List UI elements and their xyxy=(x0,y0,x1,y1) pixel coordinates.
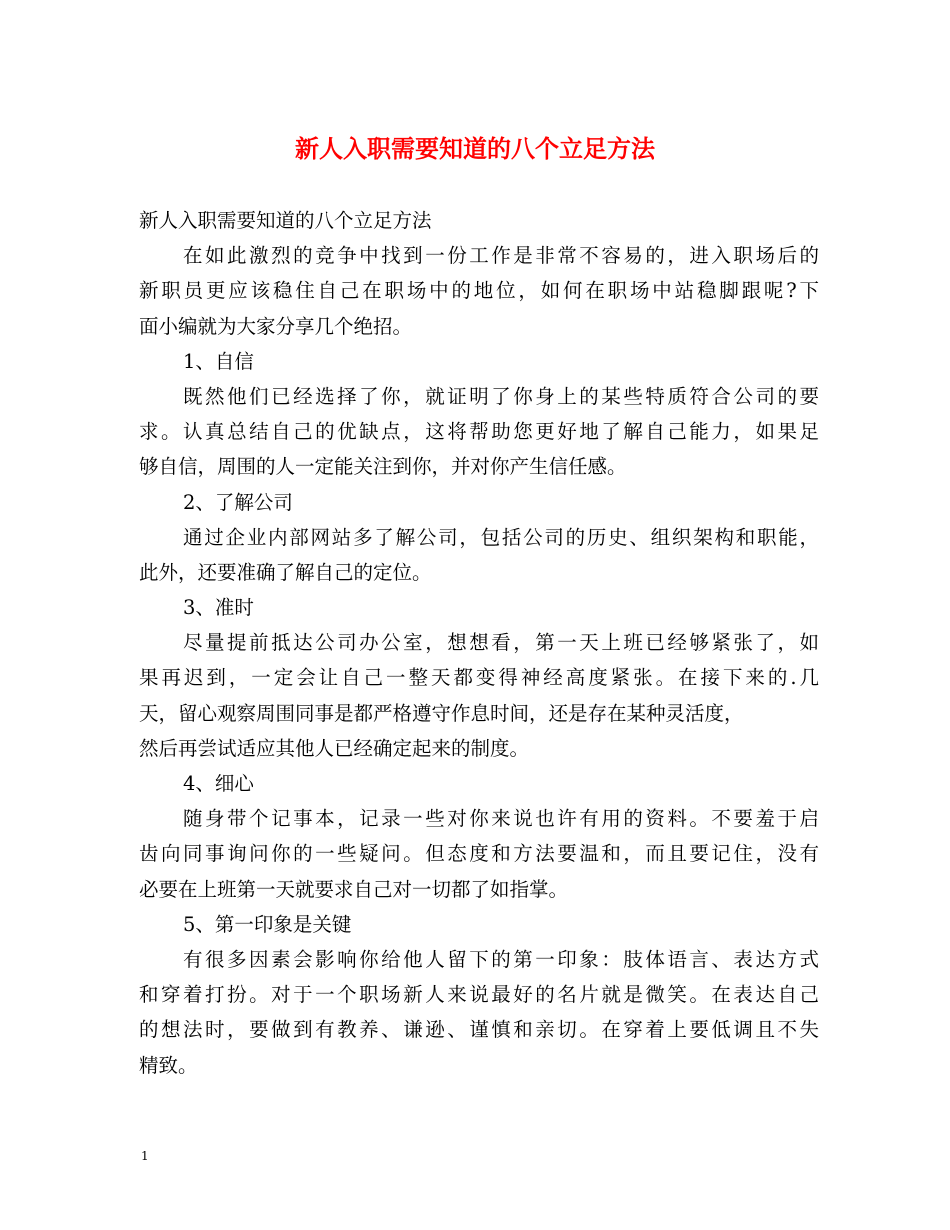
text-line: 有很多因素会影响你给他人留下的第一印象：肢体语言、表达方式 xyxy=(183,947,819,971)
text-line: 精致。 xyxy=(139,1053,198,1077)
text-line: 既然他们已经选择了你，就证明了你身上的某些特质符合公司的要 xyxy=(183,384,819,408)
text-line: 天，留心观察周围同事是都严格遵守作息时间，还是存在某种灵活度， xyxy=(139,701,744,725)
text-line: 的想法时，要做到有教养、谦逊、谨慎和亲切。在穿着上要低调且不失 xyxy=(139,1018,819,1042)
text-line: 和穿着打扮。对于一个职场新人来说最好的名片就是微笑。在表达自己 xyxy=(139,983,819,1007)
text-line: 随身带个记事本，记录一些对你来说也许有用的资料。不要羞于启 xyxy=(183,807,819,831)
text-line: 面小编就为大家分享几个绝招。 xyxy=(139,314,413,338)
text-line: 必要在上班第一天就要求自己对一切都了如指掌。 xyxy=(139,877,569,901)
text-line: 此外，还要准确了解自己的定位。 xyxy=(139,560,432,584)
text-line: 够自信，周围的人一定能关注到你，并对你产生信任感。 xyxy=(139,455,627,479)
text-line: 在如此激烈的竞争中找到一份工作是非常不容易的，进入职场后的 xyxy=(183,244,819,268)
section-heading-punctual: 3、准时 xyxy=(183,596,254,620)
text-line: 果再迟到，一定会让自己一整天都变得神经高度紧张。在接下来的.几 xyxy=(139,666,819,690)
text-line: 求。认真总结自己的优缺点，这将帮助您更好地了解自己能力，如果足 xyxy=(139,420,819,444)
section-heading-company: 2、了解公司 xyxy=(183,490,293,514)
page-number: 1 xyxy=(141,1149,149,1163)
text-line: 然后再尝试适应其他人已经确定起来的制度。 xyxy=(139,736,530,760)
text-line: 新职员更应该稳住自己在职场中的地位，如何在职场中站稳脚跟呢?下 xyxy=(139,279,819,303)
text-line: 通过企业内部网站多了解公司，包括公司的历史、组织架构和职能， xyxy=(183,525,819,549)
text-line: 尽量提前抵达公司办公室，想想看，第一天上班已经够紧张了，如 xyxy=(183,631,819,655)
section-heading-first-impression: 5、第一印象是关键 xyxy=(183,912,352,936)
section-heading-confidence: 1、自信 xyxy=(183,349,254,373)
text-line-subtitle: 新人入职需要知道的八个立足方法 xyxy=(139,209,432,232)
text-line: 齿向同事询问你的一些疑问。但态度和方法要温和，而且要记住，没有 xyxy=(139,842,819,866)
section-heading-careful: 4、细心 xyxy=(183,772,254,795)
document-body xyxy=(139,203,819,1083)
document-title: 新人入职需要知道的八个立足方法 xyxy=(295,134,655,163)
